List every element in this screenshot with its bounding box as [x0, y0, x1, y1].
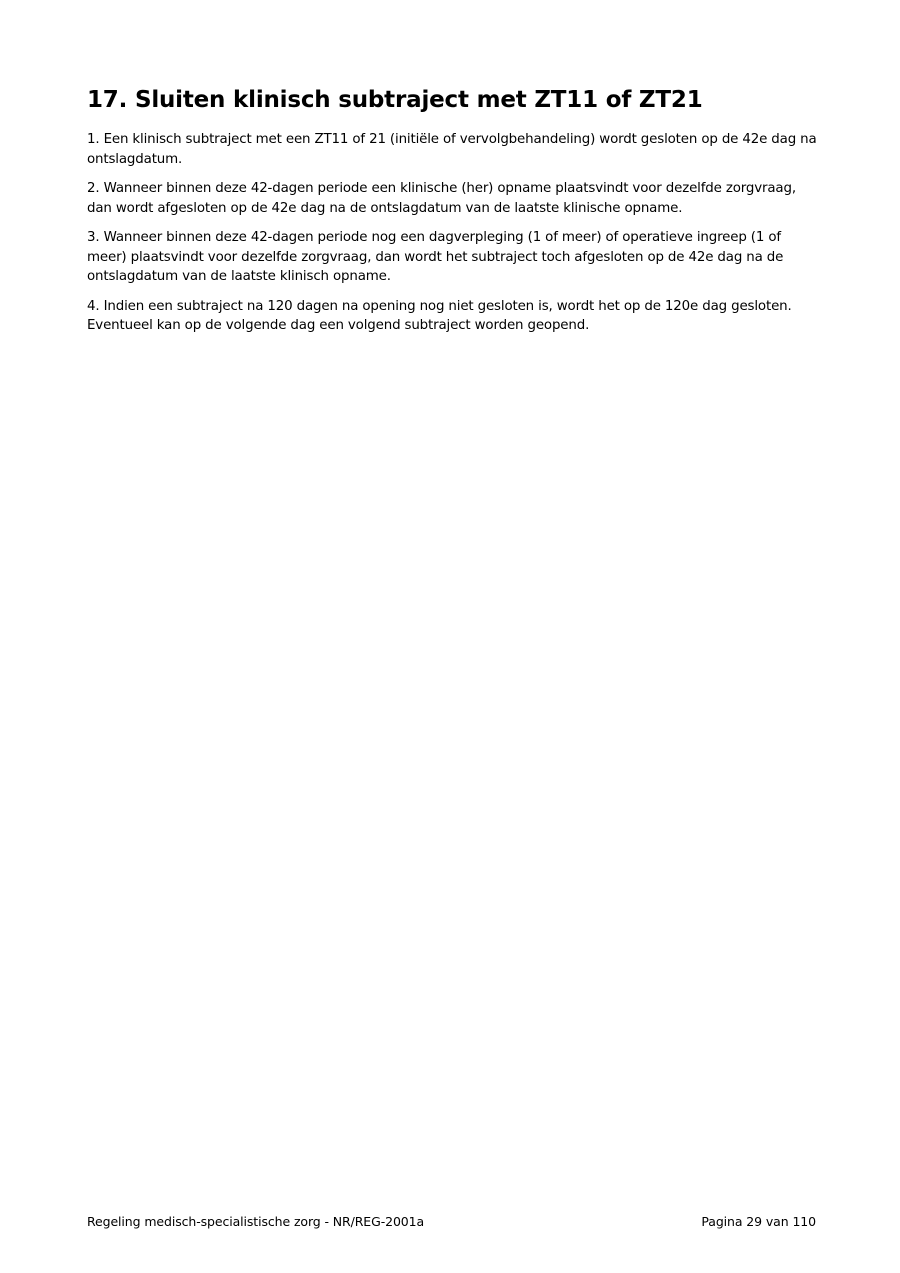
paragraph-2: 2. Wanneer binnen deze 42-dagen periode een klinische (her) opname plaatsvindt voor dezelfde zorgvraag, dan wordt afgesloten op de 42e dag na de ontslagdatum van de laatste klinische opname.	[87, 181, 796, 216]
paragraph-1: 1. Een klinisch subtraject met een ZT11 of 21 (initiële of vervolgbehandeling) wordt gesloten op de 42e dag na ontslagdatum.	[87, 132, 817, 167]
paragraph-4: 4. Indien een subtraject na 120 dagen na opening nog niet gesloten is, wordt het op de 120e dag gesloten. Eventueel kan op de volgende dag een volgend subtraject worden geopend.	[87, 298, 792, 333]
footer-document-reference: Regeling medisch-specialistische zorg - NR/REG-2001a	[87, 1214, 425, 1229]
paragraph-3: 3. Wanneer binnen deze 42-dagen periode nog een dagverpleging (1 of meer) of operatieve ingreep (1 of meer) plaatsvindt voor dezelfde zorgvraag, dan wordt het subtraject toch afgesloten op de 42e dag na de ontslagdatum van de laatste klinisch opname.	[87, 230, 784, 284]
section-title: 17. Sluiten klinisch subtraject met ZT11 of ZT21	[87, 87, 703, 113]
page-content	[87, 84, 817, 346]
footer-page-number: Pagina 29 van 110	[701, 1214, 816, 1229]
page-footer	[87, 1213, 816, 1231]
